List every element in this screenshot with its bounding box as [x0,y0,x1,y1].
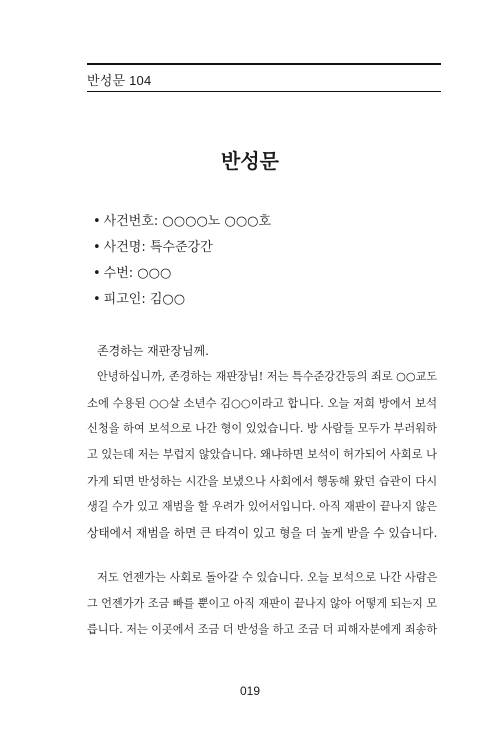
paragraph-line: 생길 수가 있고 재범을 할 우려가 있어서입니다. 아직 재판이 끝나지 않은 [87,500,438,513]
case-info-item [93,239,271,265]
paragraph-line: 안녕하십니까, 존경하는 재판장님! 저는 특수준강간등의 죄로 ○○교도 [97,370,438,383]
header-bottom-rule [87,91,441,92]
letter-greeting: 존경하는 재판장님께. [97,344,209,358]
letter-paragraph-1 [87,367,441,549]
document-title: 반성문 [221,149,279,173]
case-info-list [93,213,271,317]
page-number: 019 [239,684,261,698]
case-name: 사건명: 특수준강간 [103,240,213,255]
paragraph-line: 상태에서 재범을 하면 큰 타격이 있고 형을 더 높게 받을 수 있습니다. [87,526,438,540]
paragraph-line: 소에 수용된 ○○살 소년수 김○○이라고 합니다. 오늘 저희 방에서 보석 [87,396,438,410]
paragraph-line: 가게 되면 반성하는 시간을 보냈으나 사회에서 행동해 왔던 습관이 다시 [87,474,438,488]
bullet-icon: • [93,292,101,307]
case-info-item [93,213,271,239]
letter-paragraph-2 [87,568,441,646]
paragraph-line: 고 있는데 저는 부럽지 않았습니다. 왜냐하면 보석이 허가되어 사회로 나 [87,448,437,461]
paragraph-line: 저도 언젠가는 사회로 돌아갈 수 있습니다. 오늘 보석으로 나간 사람은 [97,571,438,584]
paragraph-line: 신청을 하여 보석으로 나간 형이 있었습니다. 방 사람들 모두가 부러워하 [87,422,437,435]
header-top-rule [87,63,441,65]
letter-greeting-block [87,341,441,367]
defendant-name: 피고인: 김○○ [103,292,186,307]
inmate-number: 수번: ○○○ [103,266,172,281]
case-number: 사건번호: ○○○○노 ○○○호 [103,214,272,229]
running-header: 반성문 104 [87,73,152,88]
bullet-icon: • [93,266,101,281]
paragraph-line: 릅니다. 저는 이곳에서 조금 더 반성을 하고 조금 더 피해자분에게 죄송하 [87,623,438,636]
bullet-icon: • [93,214,101,229]
bullet-icon: • [93,240,101,255]
case-info-item [93,265,271,291]
case-info-item [93,291,271,317]
paragraph-line: 그 언젠가가 조금 빠를 뿐이고 아직 재판이 끝나지 않아 어떻게 되는지 모 [87,597,438,610]
